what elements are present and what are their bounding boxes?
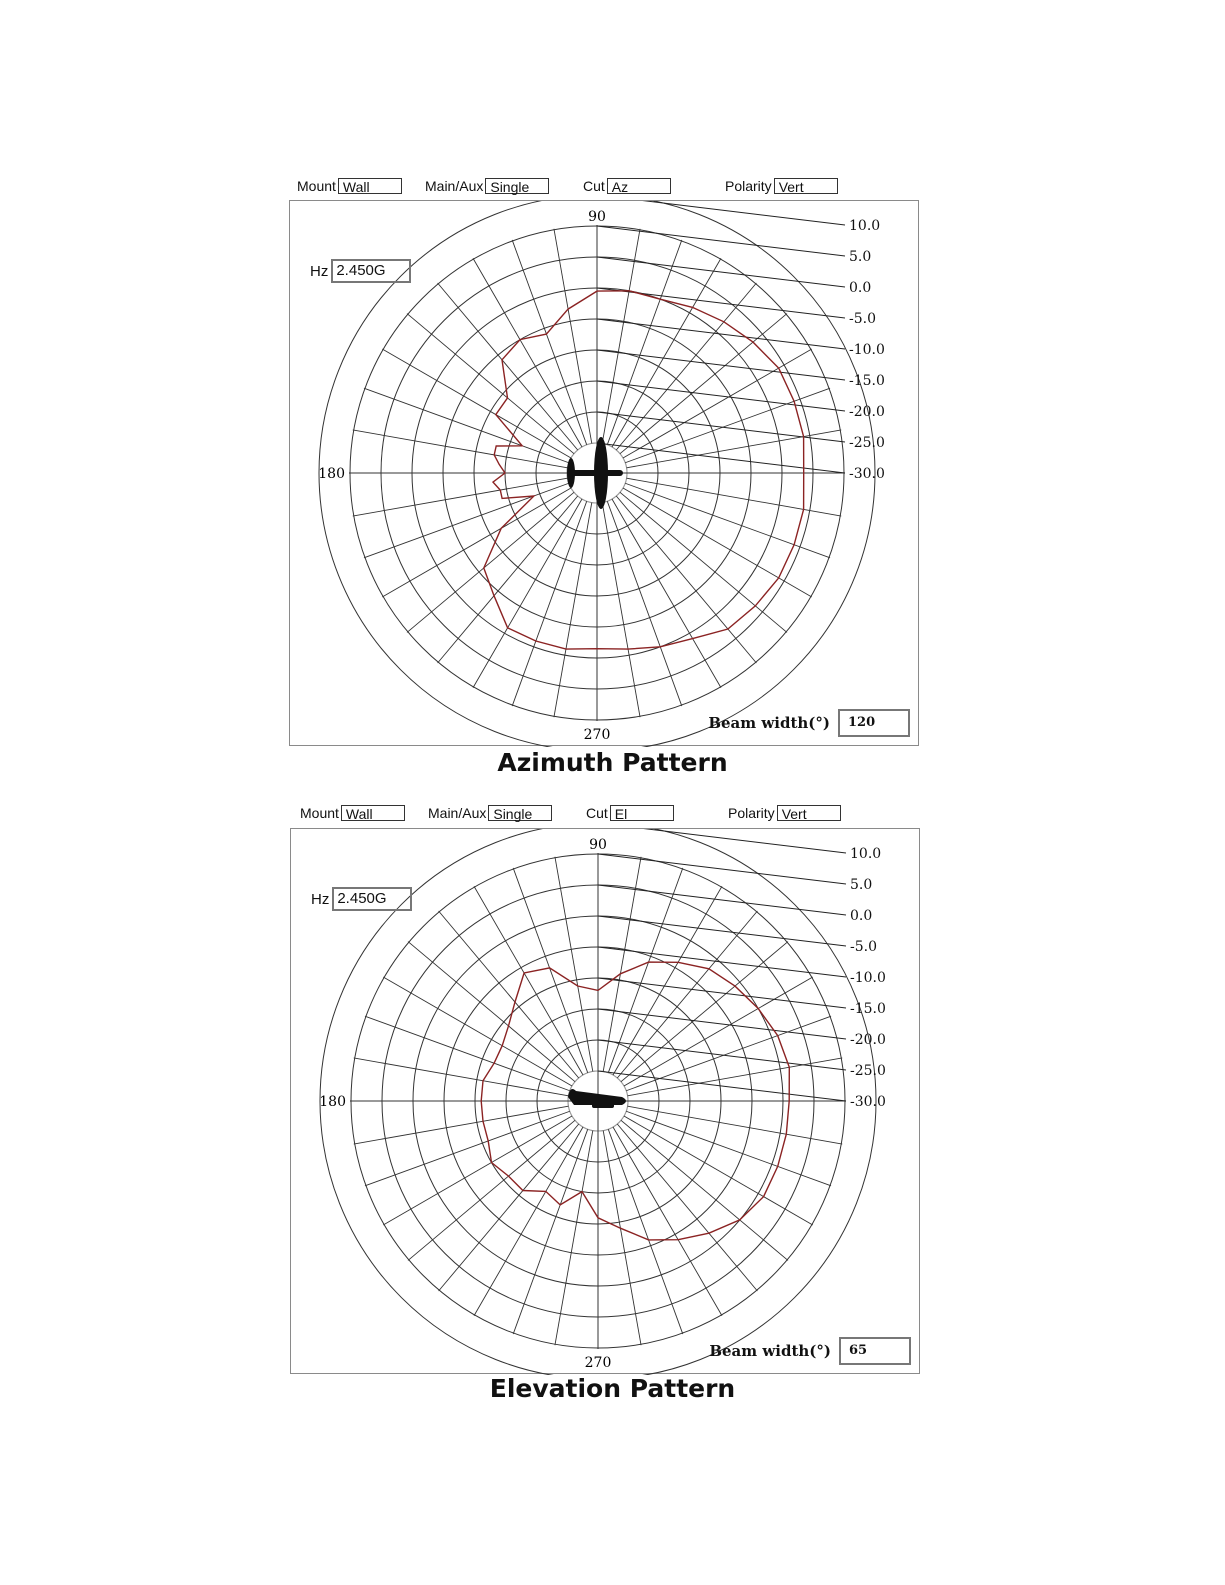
angle-label-90: 90 bbox=[589, 837, 607, 853]
grid-spoke bbox=[612, 499, 721, 688]
radial-leader bbox=[597, 443, 845, 473]
elevation-header-fields bbox=[300, 805, 930, 825]
radial-leader bbox=[598, 947, 846, 977]
grid-spoke bbox=[616, 496, 756, 663]
grid-spoke bbox=[623, 488, 812, 597]
grid-spoke bbox=[354, 1106, 569, 1144]
angle-label-270: 270 bbox=[584, 1355, 612, 1371]
airplane-side-view-icon bbox=[568, 1089, 626, 1108]
beam-width-value[interactable]: 65 bbox=[839, 1337, 911, 1365]
grid-spoke bbox=[473, 499, 582, 688]
radial-tick-label: -30.0 bbox=[850, 1094, 886, 1110]
radial-leader bbox=[597, 201, 845, 225]
grid-spoke bbox=[408, 942, 575, 1082]
grid-spoke bbox=[608, 868, 683, 1073]
elevation-caption: Elevation Pattern bbox=[489, 1374, 736, 1403]
grid-spoke bbox=[602, 229, 640, 444]
grid-spoke bbox=[625, 483, 830, 558]
radial-tick-label: 10.0 bbox=[850, 846, 882, 862]
radial-tick-label: -20.0 bbox=[850, 1032, 886, 1048]
grid-spoke bbox=[628, 1106, 843, 1144]
grid-spoke bbox=[383, 977, 572, 1086]
hz-label: Hz bbox=[310, 262, 329, 280]
grid-spoke bbox=[613, 886, 722, 1075]
cut-field bbox=[586, 805, 674, 821]
radial-leader bbox=[598, 829, 846, 853]
radial-tick-label: -15.0 bbox=[850, 1001, 886, 1017]
grid-spoke bbox=[602, 503, 640, 718]
grid-spoke bbox=[627, 430, 842, 468]
grid-spoke bbox=[554, 503, 592, 718]
radial-leader bbox=[598, 854, 846, 884]
grid-spoke bbox=[473, 258, 582, 447]
mount-value[interactable]: Wall bbox=[341, 805, 405, 821]
grid-spoke bbox=[474, 886, 583, 1075]
radial-leader bbox=[598, 1071, 846, 1101]
radial-leader bbox=[597, 319, 845, 349]
beam-width-label: Beam width(°) bbox=[709, 1342, 831, 1360]
grid-spoke bbox=[353, 430, 568, 468]
azimuth-caption: Azimuth Pattern bbox=[497, 748, 728, 777]
grid-spoke bbox=[627, 478, 842, 516]
grid-spoke bbox=[620, 314, 787, 454]
radial-leader bbox=[597, 226, 845, 256]
beam-width-field bbox=[709, 1337, 911, 1365]
grid-spoke bbox=[365, 1111, 570, 1186]
tail bbox=[567, 458, 575, 488]
grid-spoke bbox=[382, 488, 571, 597]
angle-label-90: 90 bbox=[588, 209, 606, 225]
grid-spoke bbox=[513, 868, 588, 1073]
frequency-field bbox=[310, 259, 411, 283]
grid-spoke bbox=[608, 1129, 683, 1334]
radial-tick-label: -25.0 bbox=[849, 435, 885, 451]
grid-spoke bbox=[555, 857, 593, 1072]
cut-label: Cut bbox=[583, 178, 605, 194]
radial-tick-label: 0.0 bbox=[850, 908, 873, 924]
beam-width-value[interactable]: 120 bbox=[838, 709, 910, 737]
grid-spoke bbox=[617, 1124, 757, 1291]
grid-spoke bbox=[513, 1129, 588, 1334]
grid-spoke bbox=[512, 240, 587, 445]
radial-tick-label: -10.0 bbox=[849, 342, 885, 358]
cut-field bbox=[583, 178, 671, 194]
azimuth-plot-panel bbox=[289, 200, 919, 746]
grid-spoke bbox=[364, 483, 569, 558]
grid-spoke bbox=[607, 501, 682, 706]
radial-tick-label: 5.0 bbox=[850, 877, 873, 893]
cut-value[interactable]: El bbox=[610, 805, 674, 821]
beam-width-label: Beam width(°) bbox=[708, 714, 830, 732]
main-aux-label: Main/Aux bbox=[425, 178, 484, 194]
polarity-field bbox=[728, 805, 841, 821]
radial-tick-label: -15.0 bbox=[849, 373, 885, 389]
main-aux-value[interactable]: Single bbox=[488, 805, 552, 821]
grid-spoke bbox=[408, 1120, 575, 1260]
mount-label: Mount bbox=[300, 805, 339, 821]
grid-spoke bbox=[620, 492, 787, 632]
radial-leader bbox=[598, 885, 846, 915]
grid-spoke bbox=[407, 314, 574, 454]
grid-spoke bbox=[628, 1058, 843, 1096]
main-aux-field bbox=[425, 178, 549, 194]
radial-leader bbox=[597, 257, 845, 287]
polarity-value[interactable]: Vert bbox=[774, 178, 838, 194]
radial-tick-label: -5.0 bbox=[850, 939, 877, 955]
radial-tick-label: -10.0 bbox=[850, 970, 886, 986]
azimuth-header-fields bbox=[297, 178, 927, 198]
radial-tick-label: -30.0 bbox=[849, 466, 885, 482]
grid-spoke bbox=[626, 1016, 831, 1091]
grid-spoke bbox=[407, 492, 574, 632]
polarity-label: Polarity bbox=[728, 805, 775, 821]
grid-spoke bbox=[512, 501, 587, 706]
grid-spoke bbox=[555, 1131, 593, 1346]
grid-spoke bbox=[354, 1058, 569, 1096]
grid-spoke bbox=[612, 258, 721, 447]
radial-tick-label: 10.0 bbox=[849, 218, 881, 234]
grid-spoke bbox=[626, 1111, 831, 1186]
grid-spoke bbox=[603, 1131, 641, 1346]
grid-spoke bbox=[364, 388, 569, 463]
hz-value[interactable]: 2.450G bbox=[332, 887, 412, 911]
hz-value[interactable]: 2.450G bbox=[331, 259, 411, 283]
radial-leader bbox=[598, 978, 846, 1008]
grid-spoke bbox=[439, 1124, 579, 1291]
main-aux-field bbox=[428, 805, 552, 821]
angle-label-180: 180 bbox=[318, 466, 345, 482]
grid-spoke bbox=[438, 283, 578, 450]
frequency-field bbox=[311, 887, 412, 911]
grid-spoke bbox=[383, 1116, 572, 1225]
wing bbox=[592, 1103, 614, 1108]
grid-spoke bbox=[382, 349, 571, 458]
polarity-field bbox=[725, 178, 838, 194]
radial-leader bbox=[597, 350, 845, 380]
radial-tick-label: -25.0 bbox=[850, 1063, 886, 1079]
mount-label: Mount bbox=[297, 178, 336, 194]
angle-label-180: 180 bbox=[319, 1094, 346, 1110]
grid-spoke bbox=[439, 911, 579, 1078]
beam-width-field bbox=[708, 709, 910, 737]
grid-spoke bbox=[554, 229, 592, 444]
elevation-plot-panel bbox=[290, 828, 920, 1374]
cut-value[interactable]: Az bbox=[607, 178, 671, 194]
radial-tick-label: -20.0 bbox=[849, 404, 885, 420]
grid-spoke bbox=[625, 388, 830, 463]
main-aux-label: Main/Aux bbox=[428, 805, 487, 821]
mount-field bbox=[300, 805, 405, 821]
main-aux-value[interactable]: Single bbox=[485, 178, 549, 194]
hz-label: Hz bbox=[311, 890, 330, 908]
mount-field bbox=[297, 178, 402, 194]
grid-spoke bbox=[353, 478, 568, 516]
mount-value[interactable]: Wall bbox=[338, 178, 402, 194]
polarity-value[interactable]: Vert bbox=[777, 805, 841, 821]
fuselage bbox=[571, 470, 623, 476]
grid-spoke bbox=[603, 857, 641, 1072]
grid-spoke bbox=[365, 1016, 570, 1091]
radial-tick-label: 5.0 bbox=[849, 249, 872, 265]
radial-tick-label: -5.0 bbox=[849, 311, 876, 327]
grid-spoke bbox=[607, 240, 682, 445]
radial-tick-label: 0.0 bbox=[849, 280, 872, 296]
cut-label: Cut bbox=[586, 805, 608, 821]
angle-label-270: 270 bbox=[583, 727, 611, 743]
grid-spoke bbox=[613, 1127, 722, 1316]
polarity-label: Polarity bbox=[725, 178, 772, 194]
grid-spoke bbox=[624, 1116, 813, 1225]
fuselage bbox=[568, 1089, 626, 1105]
